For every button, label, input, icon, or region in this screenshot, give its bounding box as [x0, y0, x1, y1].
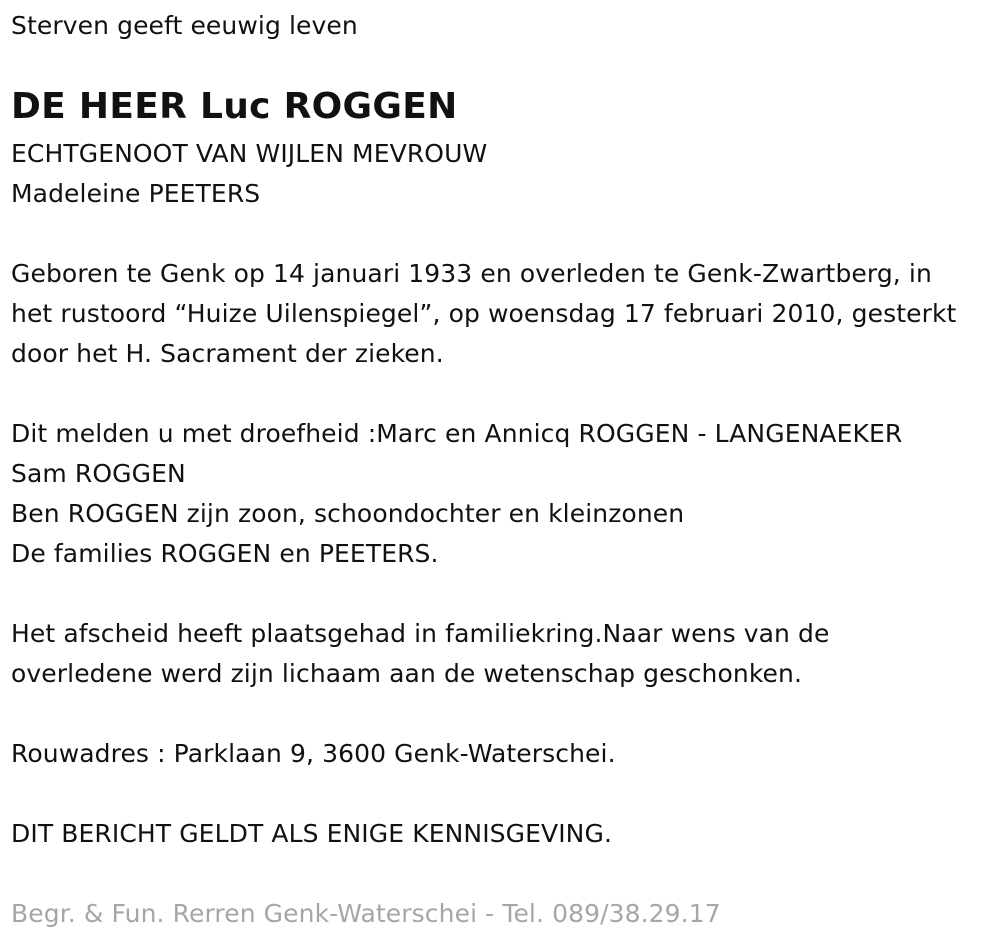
mourners-line-3: Ben ROGGEN zijn zoon, schoondochter en kleinzonen	[11, 499, 685, 528]
spouse-line-2: Madeleine PEETERS	[11, 179, 261, 208]
mourners-line-4: De families ROGGEN en PEETERS.	[11, 539, 439, 568]
mourners-line-1: Dit melden u met droefheid :Marc en Annicq ROGGEN - LANGENAEKER	[11, 419, 903, 448]
mourners-line-2: Sam ROGGEN	[11, 459, 186, 488]
farewell-line-1: Het afscheid heeft plaatsgehad in familiekring.Naar wens van de	[11, 619, 830, 648]
birth-death-line-3: door het H. Sacrament der zieken.	[11, 339, 444, 368]
funeral-director-footer: Begr. & Fun. Rerren Genk-Waterschei - Tel. 089/38.29.17	[11, 899, 721, 928]
motto: Sterven geeft eeuwig leven	[11, 11, 358, 40]
notice-statement: DIT BERICHT GELDT ALS ENIGE KENNISGEVING.	[11, 819, 612, 848]
birth-death-line-1: Geboren te Genk op 14 januari 1933 en overleden te Genk-Zwartberg, in	[11, 259, 932, 288]
birth-death-line-2: het rustoord “Huize Uilenspiegel”, op woensdag 17 februari 2010, gesterkt	[11, 299, 957, 328]
farewell-line-2: overledene werd zijn lichaam aan de wetenschap geschonken.	[11, 659, 803, 688]
mourning-address: Rouwadres : Parklaan 9, 3600 Genk-Waterschei.	[11, 739, 616, 768]
deceased-name: DE HEER Luc ROGGEN	[11, 86, 458, 127]
spouse-line-1: ECHTGENOOT VAN WIJLEN MEVROUW	[11, 139, 488, 168]
